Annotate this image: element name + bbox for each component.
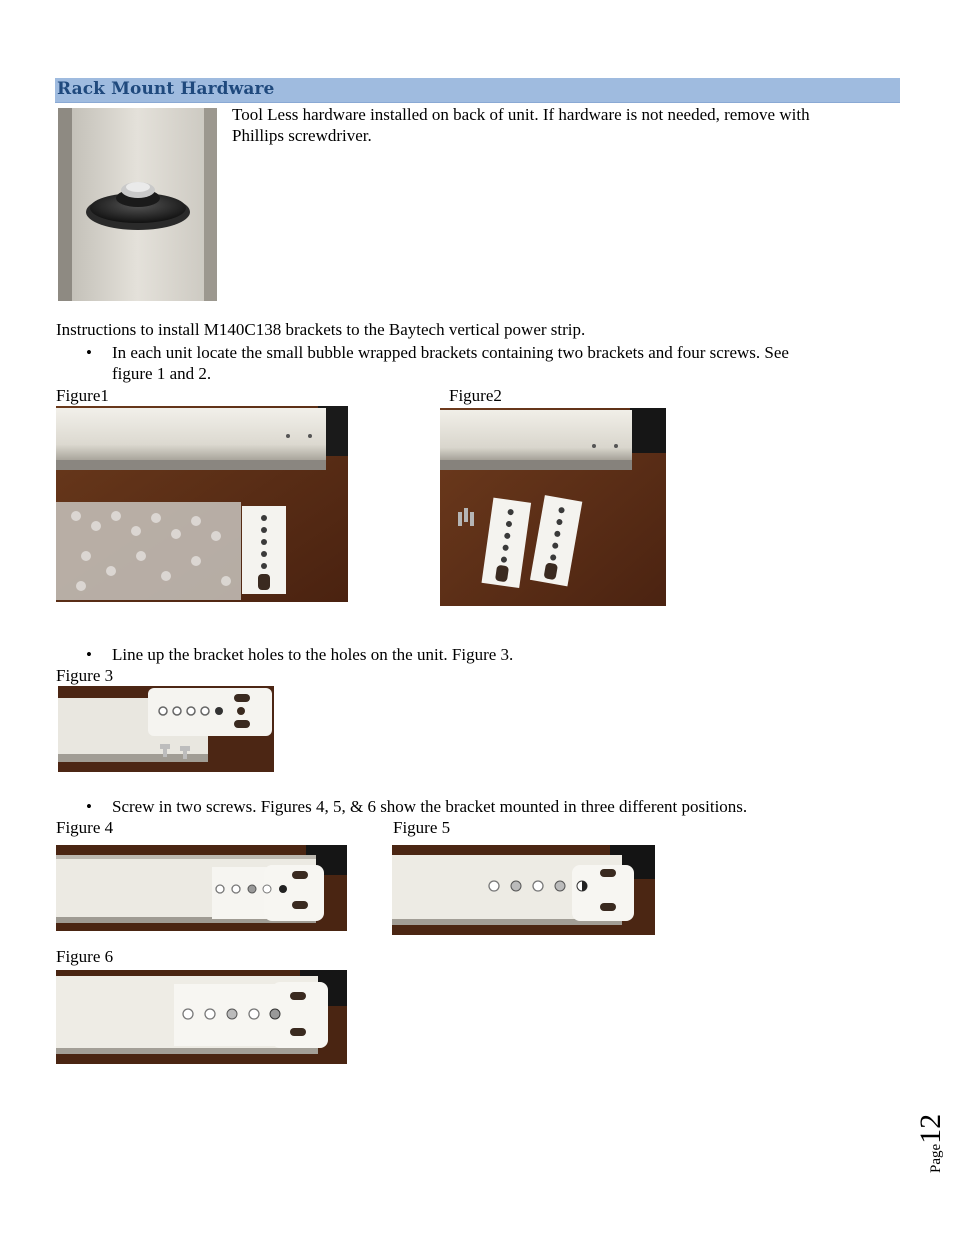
intro-text-line1: Tool Less hardware installed on back of unit. If hardware is not needed, remove with — [232, 105, 810, 124]
page-number-value: 12 — [914, 1113, 947, 1144]
figure-2-photo — [440, 408, 666, 606]
intro-text-line2: Phillips screwdriver. — [232, 126, 372, 145]
figure-4-label: Figure 4 — [56, 818, 114, 837]
bullet-3-text: Screw in two screws. Figures 4, 5, & 6 show the bracket mounted in three different positions. — [112, 797, 748, 816]
bullet-symbol: • — [86, 797, 92, 816]
figure-6-label: Figure 6 — [56, 947, 114, 966]
bullet-1-line2: figure 1 and 2. — [112, 364, 212, 383]
bullet-1-line1: In each unit locate the small bubble wrapped brackets containing two brackets and four screws. See — [112, 343, 789, 362]
figure-1-label: Figure1 — [56, 386, 109, 405]
bullet-2-text: Line up the bracket holes to the holes on the unit. Figure 3. — [112, 645, 514, 664]
figure-5-photo — [392, 845, 655, 935]
page-word: Page — [928, 1143, 944, 1173]
figure-4-photo — [56, 845, 347, 931]
bullet-symbol: • — [86, 645, 92, 664]
instructions-text: Instructions to install M140C138 brackets to the Baytech vertical power strip. — [56, 320, 586, 339]
figure-3-label: Figure 3 — [56, 666, 114, 685]
figure-3-photo — [58, 686, 274, 772]
figure-1-photo — [56, 406, 348, 602]
section-heading-bar — [55, 78, 900, 103]
figure-5-label: Figure 5 — [393, 818, 451, 837]
toolless-hardware-photo — [58, 108, 217, 301]
figure-2-label: Figure2 — [449, 386, 502, 405]
figure-6-photo — [56, 970, 347, 1064]
page-number — [902, 1085, 952, 1180]
bullet-symbol: • — [86, 343, 92, 362]
section-title: Rack Mount Hardware — [57, 79, 275, 99]
